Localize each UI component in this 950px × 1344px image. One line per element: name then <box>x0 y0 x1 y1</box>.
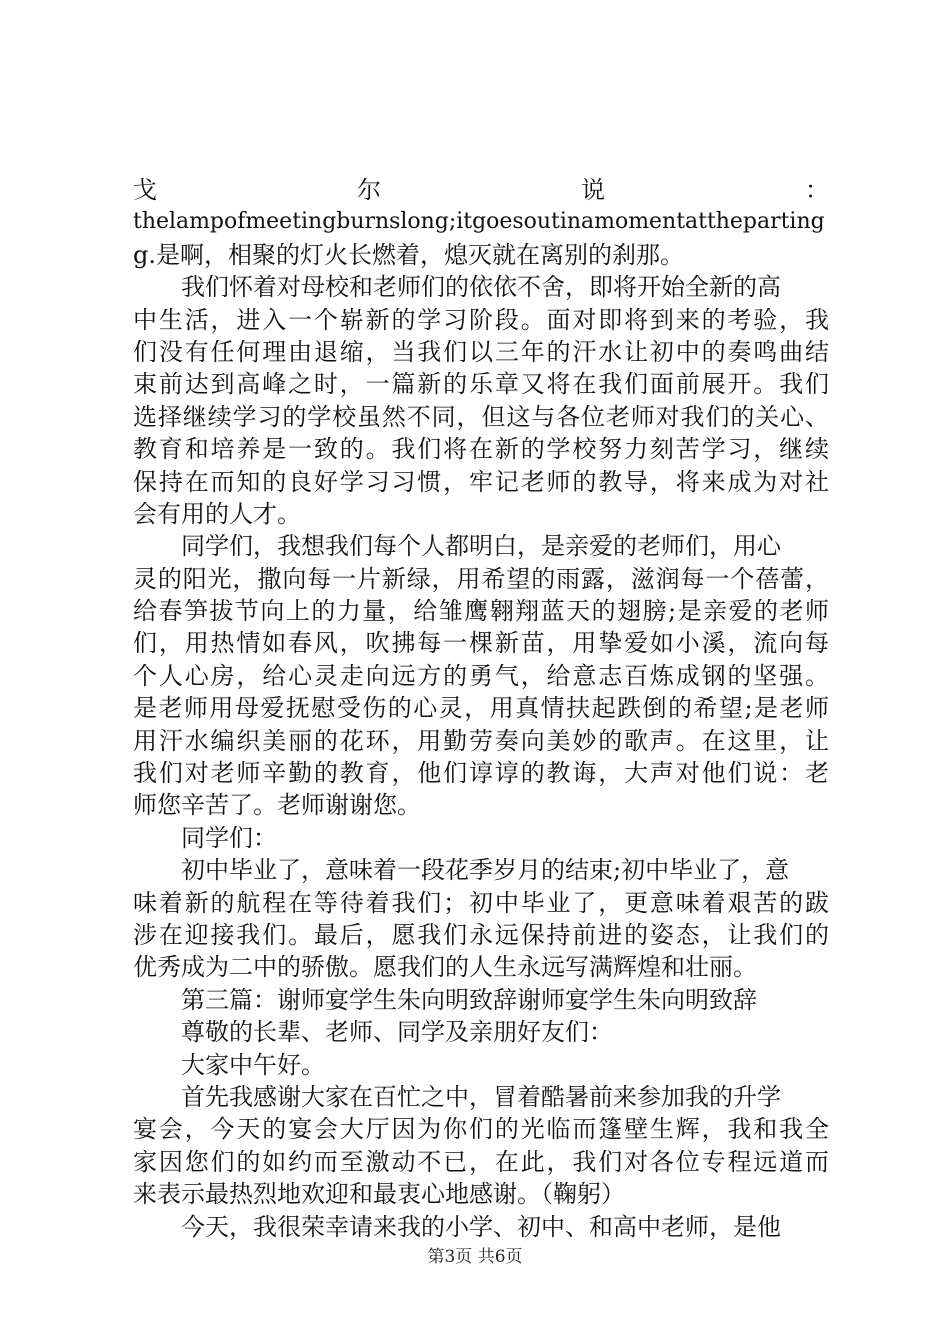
spread-char: 戈 <box>133 176 157 204</box>
text-line: 会有用的人才。 <box>133 499 301 528</box>
text-line: 第三篇：谢师宴学生朱向明致辞谢师宴学生朱向明致辞 <box>181 985 757 1014</box>
text-line: 给春笋拔节向上的力量，给雏鹰翱翔蓝天的翅膀;是亲爱的老师 <box>133 597 829 626</box>
spread-char: ： <box>805 176 829 204</box>
text-line: 同学们： <box>181 823 277 852</box>
text-line: 们没有任何理由退缩，当我们以三年的汗水让初中的奏鸣曲结 <box>133 337 829 366</box>
text-line: 尊敬的长辈、老师、同学及亲朋好友们： <box>181 1018 613 1047</box>
text-line: 今天，我很荣幸请来我的小学、初中、和高中老师，是他 <box>181 1212 781 1241</box>
text-line: 保持在而知的良好学习习惯，牢记老师的教导，将来成为对社 <box>133 467 829 496</box>
text-line: 我们怀着对母校和老师们的依依不舍，即将开始全新的高 <box>181 273 781 302</box>
text-line: 是老师用母爱抚慰受伤的心灵，用真情扶起跌倒的希望;是老师 <box>133 694 829 723</box>
text-line: 首先我感谢大家在百忙之中，冒着酷暑前来参加我的升学 <box>181 1082 781 1111</box>
body-text <box>133 174 829 1243</box>
text-line <box>133 174 829 206</box>
text-line: 同学们，我想我们每个人都明白，是亲爱的老师们，用心 <box>181 532 781 561</box>
text-line: 家因您们的如约而至激动不已，在此，我们对各位专程远道而 <box>133 1147 829 1176</box>
text-line: 选择继续学习的学校虽然不同，但这与各位老师对我们的关心、 <box>133 402 829 431</box>
text-line: 们，用热情如春风，吹拂每一棵新苗，用挚爱如小溪，流向每 <box>133 629 829 658</box>
text-line: 教育和培养是一致的。我们将在新的学校努力刻苦学习，继续 <box>133 435 829 464</box>
text-line: 束前达到高峰之时，一篇新的乐章又将在我们面前展开。我们 <box>133 370 829 399</box>
text-line: 用汗水编织美丽的花环，用勤劳奏向美妙的歌声。在这里，让 <box>133 726 829 755</box>
text-line: 我们对老师辛勤的教育，他们谆谆的教诲，大声对他们说：老 <box>133 759 829 788</box>
text-line: 师您辛苦了。老师谢谢您。 <box>133 791 421 820</box>
spread-char: 说 <box>581 176 605 204</box>
text-line: 初中毕业了，意味着一段花季岁月的结束;初中毕业了，意 <box>181 856 790 885</box>
page-footer: 第3页 共6页 <box>427 1247 523 1267</box>
text-line: thelampofmeetingburnslong;itgoesoutinamomentattheparting <box>133 209 825 235</box>
text-line: 来表示最热烈地欢迎和最衷心地感谢。（鞠躬） <box>133 1180 625 1209</box>
text-line: 灵的阳光，撒向每一片新绿，用希望的雨露，滋润每一个蓓蕾， <box>133 564 829 593</box>
text-line: 大家中午好。 <box>181 1050 325 1079</box>
text-line: g.是啊，相聚的灯火长燃着，熄灭就在离别的刹那。 <box>133 240 684 269</box>
text-line: 中生活，进入一个崭新的学习阶段。面对即将到来的考验，我 <box>133 305 829 334</box>
text-line: 宴会，今天的宴会大厅因为你们的光临而篷壁生辉，我和我全 <box>133 1115 829 1144</box>
text-line: 涉在迎接我们。最后，愿我们永远保持前进的姿态，让我们的 <box>133 920 829 949</box>
text-line: 个人心房，给心灵走向远方的勇气，给意志百炼成钢的坚强。 <box>133 661 829 690</box>
text-line: 优秀成为二中的骄傲。愿我们的人生永远写满辉煌和壮丽。 <box>133 953 757 982</box>
text-line: 味着新的航程在等待着我们；初中毕业了，更意味着艰苦的跋 <box>133 888 829 917</box>
spread-char: 尔 <box>357 176 381 204</box>
